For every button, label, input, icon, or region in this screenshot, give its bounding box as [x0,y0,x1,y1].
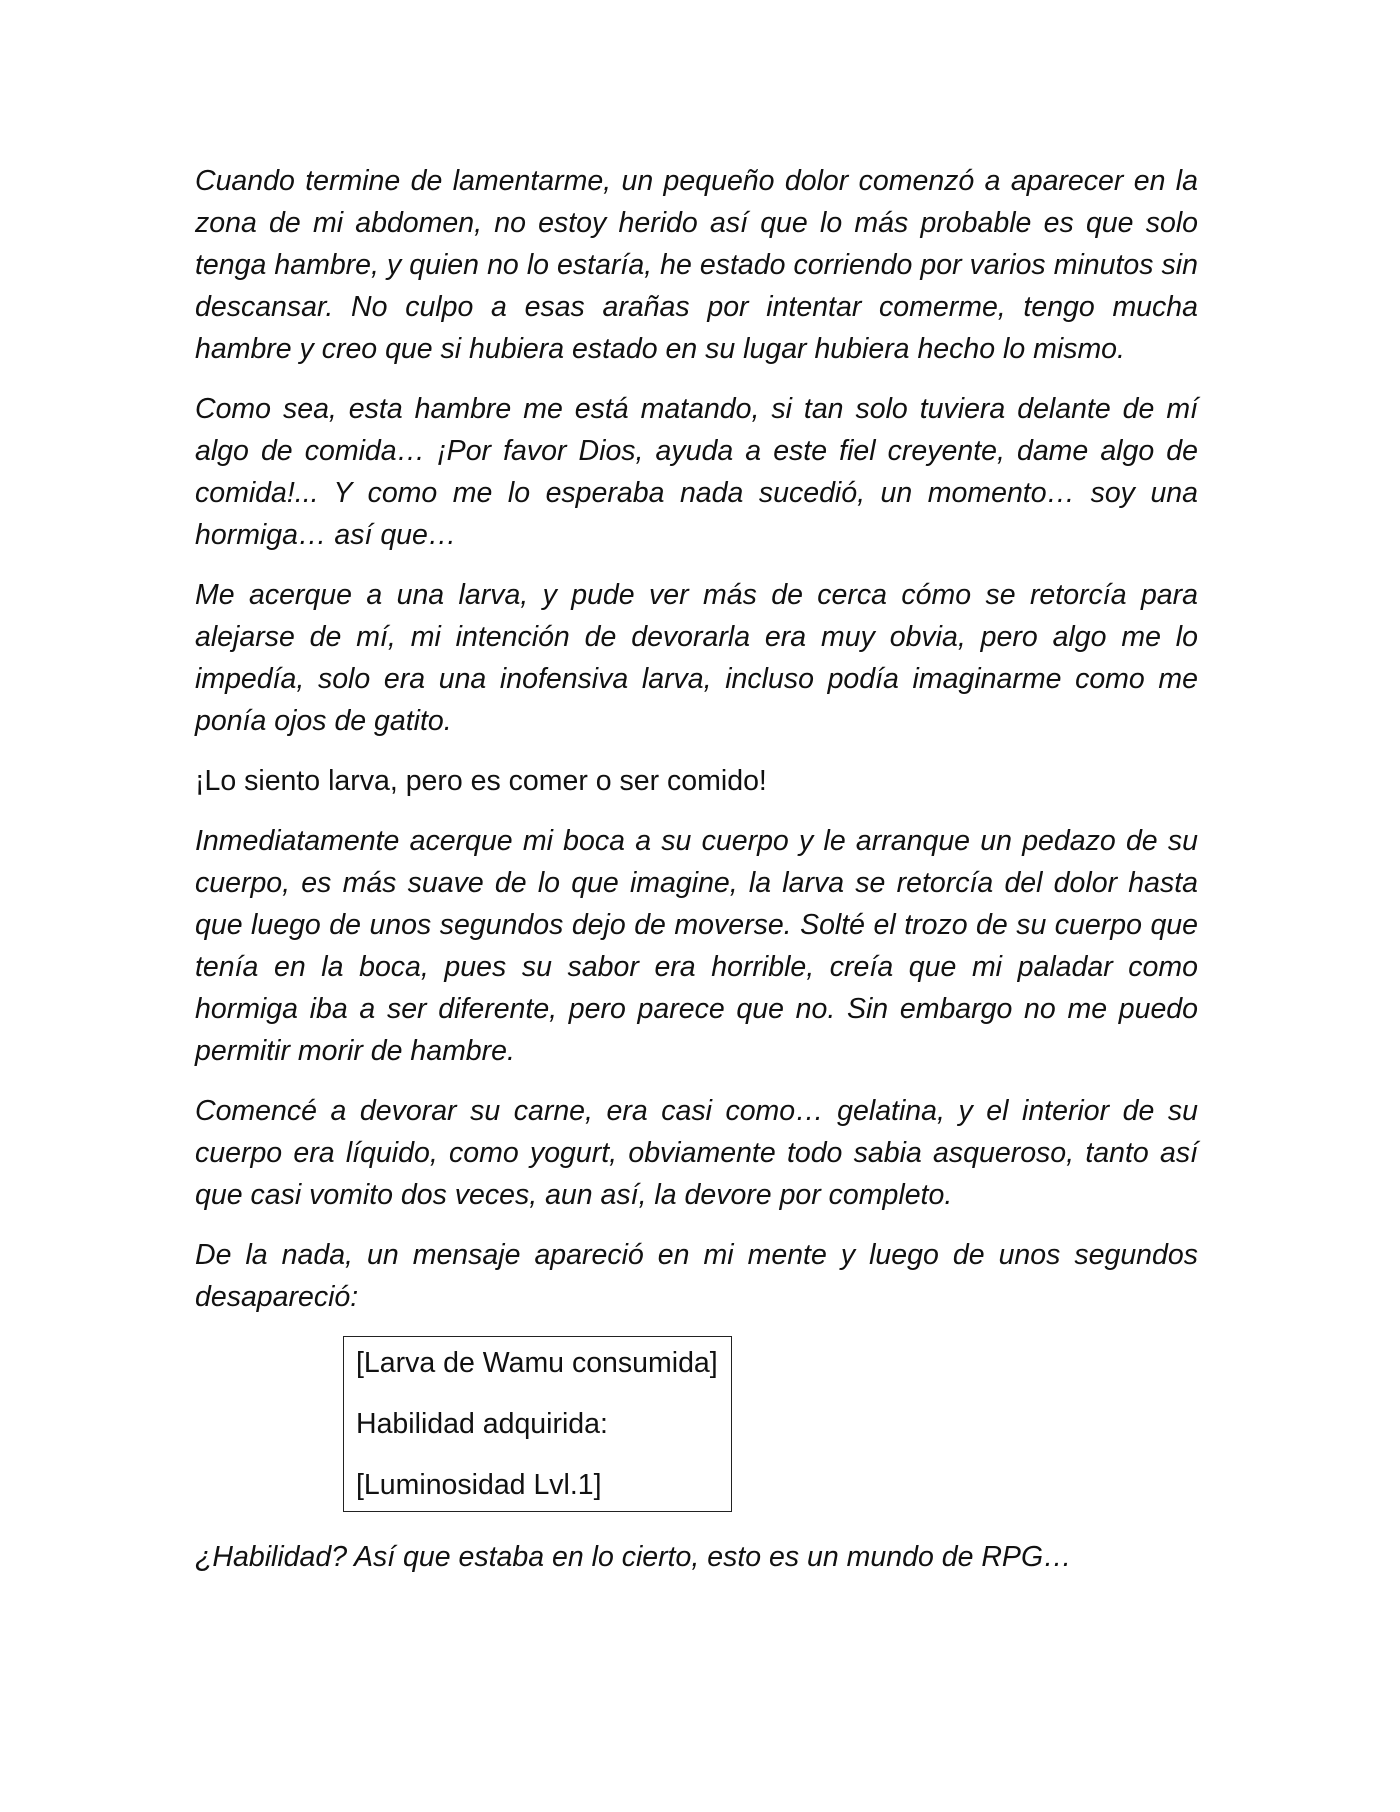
paragraph-3: Me acerque a una larva, y pude ver más de cerca cómo se retorcía para alejarse de mí, mi intención de devorarla era muy obvia, pero algo me lo impedía, solo era una inofensiva larva, incluso podía imaginarme como me ponía ojos de gatito. [195,579,1198,737]
text-body [195,160,1198,1596]
paragraph-1: Cuando termine de lamentarme, un pequeño dolor comenzó a aparecer en la zona de mi abdomen, no estoy herido así que lo más probable es que solo tenga hambre, y quien no lo estaría, he estado corriendo por varios minutos sin descansar. No culpo a esas arañas por intentar comerme, tengo mucha hambre y creo que si hubiera estado en su lugar hubiera hecho lo mismo. [195,165,1198,365]
system-message-line-1: [Larva de Wamu consumida] [356,1347,718,1379]
system-message-line-3: [Luminosidad Lvl.1] [356,1469,602,1501]
system-message-line-2: Habilidad adquirida: [356,1408,608,1440]
paragraph-8: ¿Habilidad? Así que estaba en lo cierto, esto es un mundo de RPG… [195,1541,1072,1573]
paragraph-7: De la nada, un mensaje apareció en mi mente y luego de unos segundos desapareció: [195,1239,1198,1313]
paragraph-4: ¡Lo siento larva, pero es comer o ser comido! [195,765,767,797]
system-message-box [343,1336,732,1512]
paragraph-6: Comencé a devorar su carne, era casi como… gelatina, y el interior de su cuerpo era líquido, como yogurt, obviamente todo sabia asqueroso, tanto así que casi vomito dos veces, aun así, la devore por completo. [195,1095,1198,1211]
paragraph-2: Como sea, esta hambre me está matando, si tan solo tuviera delante de mí algo de comida… ¡Por favor Dios, ayuda a este fiel creyente, dame algo de comida!... Y como me lo esperaba nada sucedió, un momento… soy una hormiga… así que… [195,393,1198,551]
paragraph-5: Inmediatamente acerque mi boca a su cuerpo y le arranque un pedazo de su cuerpo, es más suave de lo que imagine, la larva se retorcía del dolor hasta que luego de unos segundos dejo de moverse. Solté el trozo de su cuerpo que tenía en la boca, pues su sabor era horrible, creía que mi paladar como hormiga iba a ser diferente, pero parece que no. Sin embargo no me puedo permitir morir de hambre. [195,825,1198,1067]
